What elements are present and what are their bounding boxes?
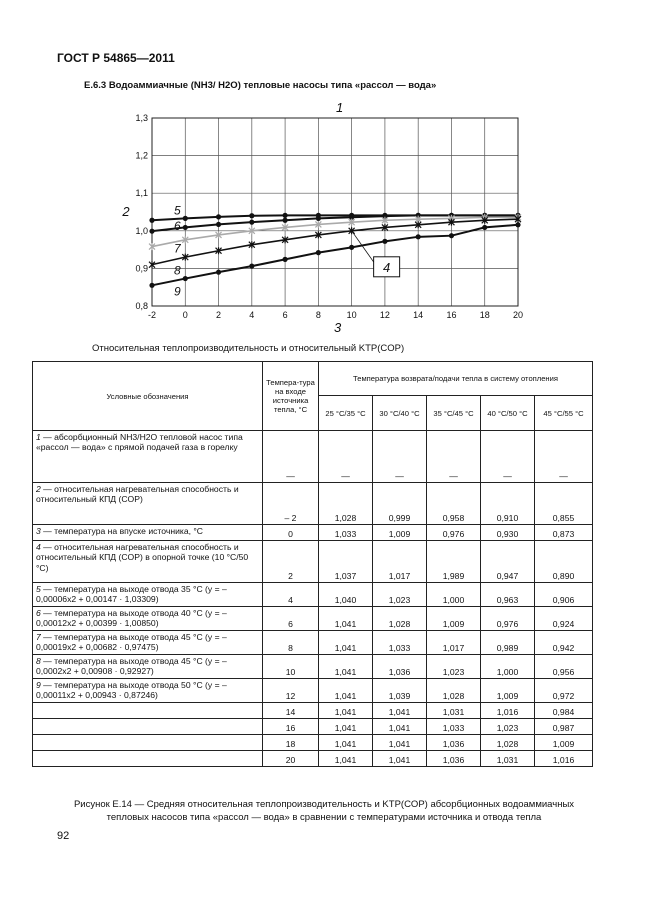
row-description	[33, 703, 263, 719]
header-legend: Условные обозначения	[33, 362, 263, 431]
row-description: 4 — относительная нагревательная способность и относительный КПД (COP) в опорной точке (10 °C/50 °C)	[33, 541, 263, 583]
data-point	[282, 213, 287, 218]
row-description: 5 — температура на выходе отвода 35 °C (y = – 0,00006x2 + 0,00147 · 1,03309)	[33, 583, 263, 607]
row-description	[33, 719, 263, 735]
row-value: —	[481, 431, 535, 483]
row-description: 8 — температура на выходе отвода 45 °C (y = – 0,0002x2 + 0,00908 · 0,92927)	[33, 655, 263, 679]
data-point	[249, 213, 254, 218]
data-point	[482, 225, 487, 230]
row-temperature: 0	[263, 525, 319, 541]
y-tick-label: 0,8	[135, 301, 148, 311]
series-label: 6	[174, 219, 181, 234]
x-tick-label: -2	[147, 310, 157, 320]
header-temp: Темпера-тура на входе источника тепла, °C	[263, 362, 319, 431]
y-tick-label: 1,0	[135, 225, 148, 236]
row-text: температура на выходе отвода 50 °C (y = – 0,00011x2 + 0,00943 · 0,87246)	[36, 680, 227, 701]
row-text: температура на впуске источника, °C	[54, 526, 204, 536]
row-temperature: 14	[263, 703, 319, 719]
header-col: 35 °C/45 °C	[427, 396, 481, 431]
row-value: 1,040	[319, 583, 373, 607]
row-value: 0,956	[535, 655, 593, 679]
y-tick-label: 1,2	[135, 150, 148, 161]
series-label: 5	[174, 203, 181, 218]
row-value: 0,958	[427, 483, 481, 525]
data-point	[183, 216, 188, 221]
row-temperature: – 2	[263, 483, 319, 525]
data-point	[249, 220, 254, 225]
x-axis-label: 3	[334, 320, 342, 335]
row-number: 7	[36, 632, 41, 642]
row-text: относительная нагревательная способность и относительный КПД (COP)	[36, 484, 239, 505]
chart-caption: Относительная теплопроизводительность и относительный KТР(COP)	[92, 343, 405, 354]
header-col: 30 °C/40 °C	[373, 396, 427, 431]
data-point	[282, 257, 287, 262]
row-value: 1,036	[427, 735, 481, 751]
row-value: 0,906	[535, 583, 593, 607]
row-value: —	[535, 431, 593, 483]
row-value: 0,972	[535, 679, 593, 703]
plot-frame	[152, 118, 518, 306]
document-header: ГОСТ Р 54865—2011	[57, 51, 175, 65]
x-tick-label: 0	[182, 310, 188, 320]
row-value: 1,033	[373, 631, 427, 655]
row-value: 1,041	[373, 703, 427, 719]
data-point	[216, 214, 221, 219]
data-point	[515, 222, 520, 227]
table-row	[33, 679, 593, 703]
table-row	[33, 631, 593, 655]
row-temperature: 18	[263, 735, 319, 751]
x-tick-label: 14	[413, 310, 424, 320]
row-value: 0,910	[481, 483, 535, 525]
row-value: 0,989	[481, 631, 535, 655]
row-value: 1,039	[373, 679, 427, 703]
row-value: 1,023	[373, 583, 427, 607]
row-temperature: 6	[263, 607, 319, 631]
row-text: температура на выходе отвода 45 °C (y = – 0,0002x2 + 0,00908 · 0,92927)	[36, 656, 227, 677]
row-value: 0,976	[427, 525, 481, 541]
x-tick-label: 16	[446, 310, 457, 320]
row-value: 1,041	[373, 719, 427, 735]
table-row	[33, 655, 593, 679]
figure-caption: Рисунок Е.14 — Средняя относительная теплопроизводительность и KТР(COP) абсорбционных водоаммиачных тепловых насосов типа «рассол — вода» в сравнении с температурами источника и отвода тепла	[73, 799, 575, 823]
data-point	[449, 233, 454, 238]
x-tick-label: 20	[512, 310, 524, 320]
row-value: —	[427, 431, 481, 483]
row-value: 0,855	[535, 483, 593, 525]
row-temperature: 2	[263, 541, 319, 583]
row-value: 1,033	[319, 525, 373, 541]
row-temperature: 20	[263, 751, 319, 767]
row-number: 6	[36, 608, 41, 618]
row-value: 1,041	[319, 735, 373, 751]
row-value: —	[373, 431, 427, 483]
row-value: 1,036	[373, 655, 427, 679]
data-point	[316, 250, 321, 255]
header-col: 45 °C/55 °C	[535, 396, 593, 431]
data-point	[316, 216, 321, 221]
data-point	[183, 225, 188, 230]
y-tick-label: 1,1	[135, 188, 148, 199]
row-temperature: 8	[263, 631, 319, 655]
row-text: температура на выходе отвода 45 °C (y = – 0,00019x2 + 0,00682 · 0,97475)	[36, 632, 227, 653]
row-value: 0,930	[481, 525, 535, 541]
series-label: 8	[174, 263, 181, 278]
row-text: абсорбционный NH3/H2O тепловой насос типа «рассол — вода» с прямой подачей газа в горелку	[36, 432, 243, 453]
row-temperature: 4	[263, 583, 319, 607]
x-tick-label: 8	[315, 310, 321, 320]
section-title: E.6.3 Водоаммиачные (NH3/ H2O) тепловые насосы типа «рассол — вода»	[84, 80, 437, 91]
x-tick-label: 2	[216, 310, 222, 320]
row-description: 2 — относительная нагревательная способность и относительный КПД (COP)	[33, 483, 263, 525]
row-temperature: —	[263, 431, 319, 483]
row-value: 1,017	[427, 631, 481, 655]
row-value: 1,041	[319, 631, 373, 655]
y-tick-label: 0,9	[135, 263, 148, 274]
row-value: 1,009	[481, 679, 535, 703]
row-value: 1,041	[373, 735, 427, 751]
annotation-leader	[352, 231, 376, 265]
row-number: 3	[36, 526, 41, 536]
row-value: 1,031	[427, 703, 481, 719]
row-value: —	[319, 431, 373, 483]
row-value: 0,890	[535, 541, 593, 583]
row-text: относительная нагревательная способность и относительный КПД (COP) в опорной точке (10 °C/50 °C)	[36, 542, 249, 573]
row-number: 8	[36, 656, 41, 666]
row-value: 1,016	[481, 703, 535, 719]
row-value: 1,023	[427, 655, 481, 679]
row-value: 1,041	[319, 655, 373, 679]
table-row	[33, 719, 593, 735]
data-point	[282, 218, 287, 223]
data-point	[382, 239, 387, 244]
row-value: 1,028	[373, 607, 427, 631]
row-value: 1,009	[535, 735, 593, 751]
series-line	[152, 225, 518, 286]
row-value: 1,017	[373, 541, 427, 583]
row-value: 1,000	[427, 583, 481, 607]
x-tick-label: 18	[479, 310, 490, 320]
row-number: 9	[36, 680, 41, 690]
series-label: 7	[174, 241, 181, 256]
row-value: 1,028	[427, 679, 481, 703]
row-value: 1,009	[373, 525, 427, 541]
row-value: 1,016	[535, 751, 593, 767]
series-label: 9	[174, 284, 181, 299]
table-row	[33, 541, 593, 583]
row-number: 1	[36, 432, 41, 442]
y-tick-label: 1,3	[135, 113, 148, 123]
data-point	[149, 229, 154, 234]
row-value: 1,028	[481, 735, 535, 751]
data-point	[183, 276, 188, 281]
row-value: 0,942	[535, 631, 593, 655]
page-number: 92	[57, 830, 70, 842]
row-value: 1,989	[427, 541, 481, 583]
row-description: 7 — температура на выходе отвода 45 °C (y = – 0,00019x2 + 0,00682 · 0,97475)	[33, 631, 263, 655]
data-point	[149, 218, 154, 223]
row-value: 0,999	[373, 483, 427, 525]
table-row	[33, 525, 593, 541]
data-point	[149, 283, 154, 288]
row-description: 1 — абсорбционный NH3/H2O тепловой насос типа «рассол — вода» с прямой подачей газа в горелку	[33, 431, 263, 483]
top-label: 1	[336, 100, 344, 115]
row-value: 1,041	[373, 751, 427, 767]
row-description: 6 — температура на выходе отвода 40 °C (y = – 0,00012x2 + 0,00399 · 1,00850)	[33, 607, 263, 631]
data-table	[32, 361, 593, 767]
x-tick-label: 4	[249, 310, 255, 320]
row-value: 1,041	[319, 679, 373, 703]
row-value: 1,028	[319, 483, 373, 525]
data-point	[416, 234, 421, 239]
table-row	[33, 431, 593, 483]
row-description	[33, 751, 263, 767]
row-value: 0,987	[535, 719, 593, 735]
y-axis-label: 2	[122, 204, 130, 219]
header-group: Температура возврата/подачи тепла в систему отопления	[319, 362, 593, 396]
table-row	[33, 735, 593, 751]
row-value: 1,031	[481, 751, 535, 767]
row-value: 0,963	[481, 583, 535, 607]
row-value: 1,041	[319, 703, 373, 719]
header-col: 25 °C/35 °C	[319, 396, 373, 431]
row-value: 0,984	[535, 703, 593, 719]
row-value: 0,924	[535, 607, 593, 631]
row-value: 1,041	[319, 751, 373, 767]
data-point	[216, 222, 221, 227]
row-value: 1,009	[427, 607, 481, 631]
row-value: 1,041	[319, 719, 373, 735]
row-value: 1,033	[427, 719, 481, 735]
row-value: 0,947	[481, 541, 535, 583]
table-row	[33, 483, 593, 525]
row-value: 1,023	[481, 719, 535, 735]
row-value: 1,041	[319, 607, 373, 631]
row-text: температура на выходе отвода 40 °C (y = – 0,00012x2 + 0,00399 · 1,00850)	[36, 608, 227, 629]
data-point	[349, 245, 354, 250]
table-row	[33, 751, 593, 767]
x-tick-label: 12	[379, 310, 390, 320]
row-value: 1,036	[427, 751, 481, 767]
row-description	[33, 735, 263, 751]
x-tick-label: 10	[346, 310, 357, 320]
row-number: 2	[36, 484, 41, 494]
chart	[110, 96, 550, 336]
header-col: 40 °C/50 °C	[481, 396, 535, 431]
row-value: 0,976	[481, 607, 535, 631]
data-point	[216, 270, 221, 275]
row-number: 4	[36, 542, 41, 552]
annotation-label: 4	[383, 259, 391, 275]
table-row	[33, 607, 593, 631]
table-row	[33, 703, 593, 719]
row-description: 3 — температура на впуске источника, °C	[33, 525, 263, 541]
row-value: 0,873	[535, 525, 593, 541]
table-row	[33, 583, 593, 607]
row-value: 1,037	[319, 541, 373, 583]
data-point	[249, 264, 254, 269]
row-text: температура на выходе отвода 35 °C (y = – 0,00006x2 + 0,00147 · 1,03309)	[36, 584, 227, 605]
x-tick-label: 6	[282, 310, 288, 320]
row-temperature: 12	[263, 679, 319, 703]
row-number: 5	[36, 584, 41, 594]
row-temperature: 10	[263, 655, 319, 679]
row-value: 1,000	[481, 655, 535, 679]
row-temperature: 16	[263, 719, 319, 735]
row-description: 9 — температура на выходе отвода 50 °C (y = – 0,00011x2 + 0,00943 · 0,87246)	[33, 679, 263, 703]
